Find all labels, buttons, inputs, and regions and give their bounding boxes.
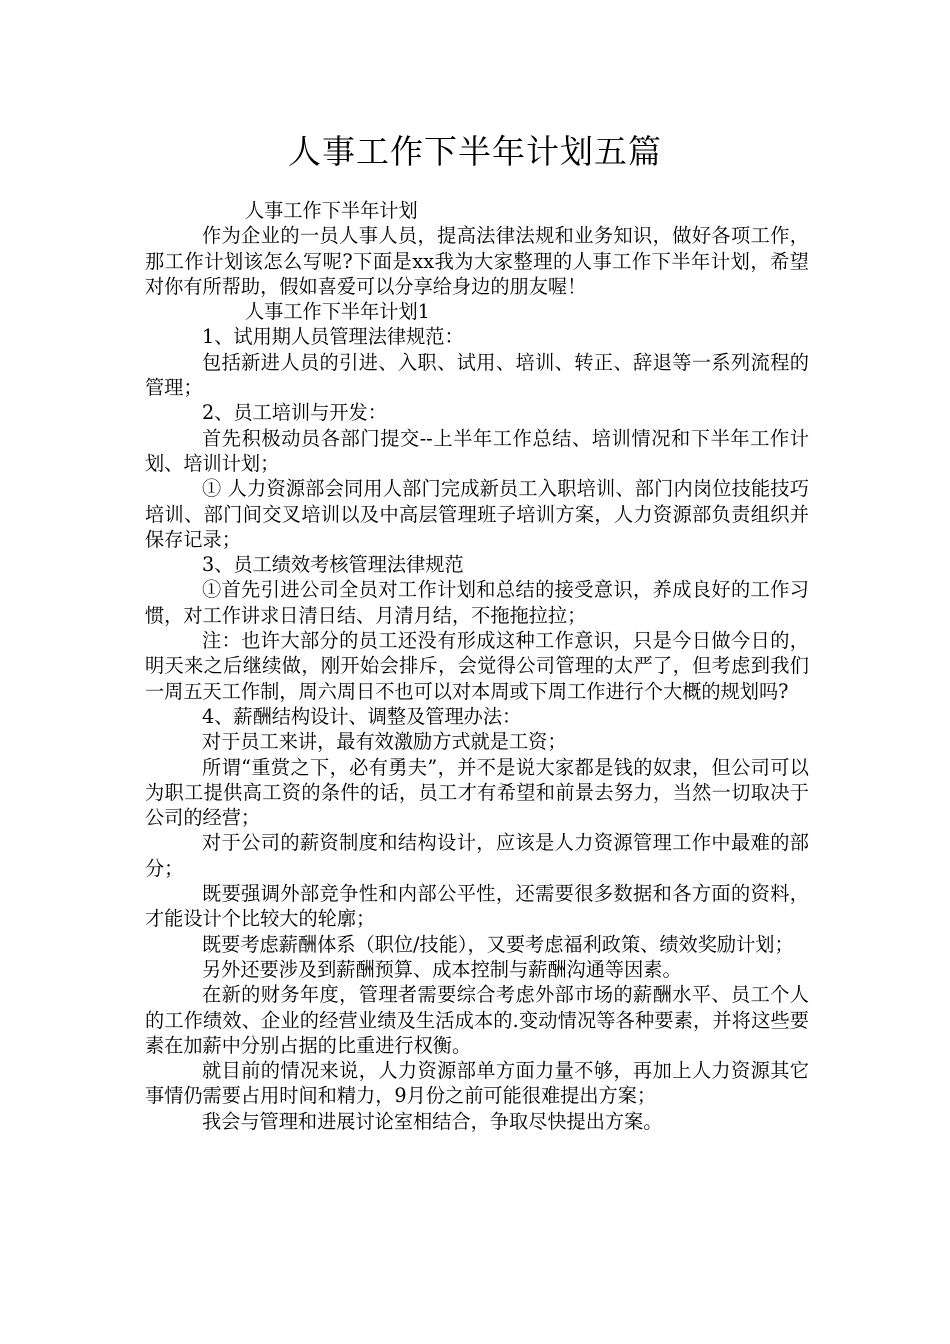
paragraph: 人事工作下半年计划1: [245, 300, 430, 324]
paragraph: 人事工作下半年计划: [245, 199, 418, 222]
paragraph: 首先积极动员各部门提交--上半年工作总结、培训情况和下半年工作计划、培训计划；: [145, 426, 809, 475]
paragraph: 4、薪酬结构设计、调整及管理办法：: [202, 704, 522, 728]
document-body: [145, 198, 809, 1134]
paragraph: 既要考虑薪酬体系（职位/技能），又要考虑福利政策、绩效奖励计划；: [202, 932, 794, 956]
paragraph: 既要强调外部竞争性和内部公平性，还需要很多数据和各方面的资料，才能设计个比较大的轮廓；: [145, 882, 809, 931]
paragraph: 对于公司的薪资制度和结构设计，应该是人力资源管理工作中最难的部分；: [145, 831, 809, 880]
paragraph: 2、员工培训与开发：: [202, 401, 387, 425]
paragraph: 另外还要涉及到薪酬预算、成本控制与薪酬沟通等因素。: [202, 957, 682, 981]
paragraph: 作为企业的一员人事人员，提高法律法规和业务知识，做好各项工作，那工作计划该怎么写呢?下面是xx我为大家整理的人事工作下半年计划，希望对你有所帮助，假如喜爱可以分享给身边的朋友喔！: [145, 224, 809, 298]
paragraph: 我会与管理和进展讨论室相结合，争取尽快提出方案。: [202, 1109, 663, 1133]
paragraph: 对于员工来讲，最有效激励方式就是工资；: [202, 730, 567, 754]
paragraph: ① 人力资源部会同用人部门完成新员工入职培训、部门内岗位技能技巧培训、部门间交叉培训以及中高层管理班子培训方案，人力资源部负责组织并保存记录；: [145, 477, 809, 551]
paragraph: 在新的财务年度，管理者需要综合考虑外部市场的薪酬水平、员工个人的工作绩效、企业的经营业绩及生活成本的.变动情况等各种要素，并将这些要素在加薪中分别占据的比重进行权衡。: [145, 983, 809, 1057]
paragraph: ①首先引进公司全员对工作计划和总结的接受意识，养成良好的工作习惯，对工作讲求日清日结、月清月结，不拖拖拉拉；: [145, 578, 809, 627]
paragraph: 所谓“重赏之下，必有勇夫”，并不是说大家都是钱的奴隶，但公司可以为职工提供高工资的条件的话，员工才有希望和前景去努力，当然一切取决于公司的经营；: [145, 755, 809, 830]
paragraph: 3、员工绩效考核管理法律规范: [202, 553, 464, 577]
paragraph: 就目前的情况来说，人力资源部单方面力量不够，再加上人力资源其它事情仍需要占用时间和精力，9月份之前可能很难提出方案；: [145, 1059, 809, 1108]
paragraph: 注：也许大部分的员工还没有形成这种工作意识，只是今日做今日的，明天来之后继续做，刚开始会排斥，会觉得公司管理的太严了，但考虑到我们一周五天工作制，周六周日不也可以对本周或下周工作进行个大概的规划吗?: [145, 629, 809, 703]
document-title: 人事工作下半年计划五篇: [288, 132, 662, 171]
paragraph: 包括新进人员的引进、入职、试用、培训、转正、辞退等一系列流程的管理；: [145, 350, 809, 400]
paragraph: 1、试用期人员管理法律规范：: [202, 325, 464, 349]
